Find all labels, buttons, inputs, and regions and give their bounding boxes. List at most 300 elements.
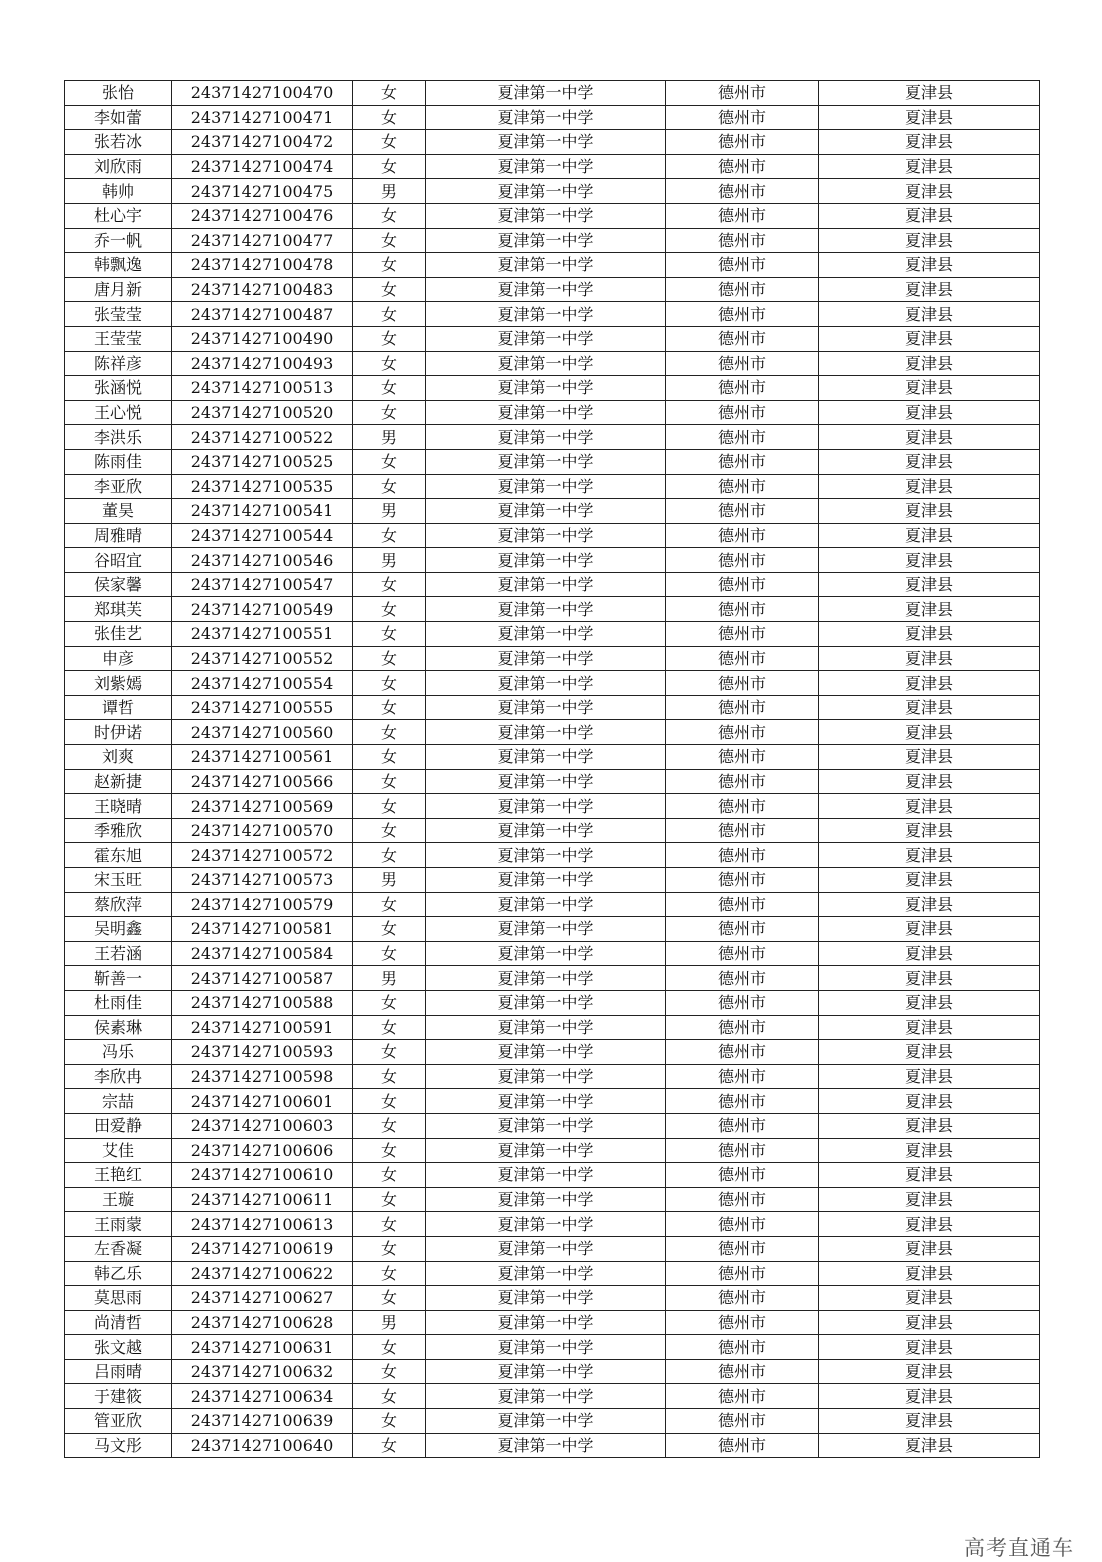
city-cell: 德州市 [666,1064,819,1089]
school-cell: 夏津第一中学 [426,474,666,499]
table-row [65,425,1040,450]
name-cell: 韩乙乐 [65,1261,172,1286]
gender-cell: 女 [353,745,426,770]
county-cell: 夏津县 [819,868,1040,893]
exam-id-cell: 24371427100593 [172,1040,353,1065]
city-cell: 德州市 [666,228,819,253]
name-cell: 刘紫嫣 [65,671,172,696]
exam-id-cell: 24371427100547 [172,572,353,597]
city-cell: 德州市 [666,1310,819,1335]
city-cell: 德州市 [666,597,819,622]
city-cell: 德州市 [666,966,819,991]
exam-id-cell: 24371427100544 [172,523,353,548]
gender-cell: 女 [353,794,426,819]
exam-id-cell: 24371427100493 [172,351,353,376]
exam-id-cell: 24371427100490 [172,326,353,351]
gender-cell: 女 [353,646,426,671]
city-cell: 德州市 [666,769,819,794]
city-cell: 德州市 [666,1359,819,1384]
name-cell: 吕雨晴 [65,1359,172,1384]
county-cell: 夏津县 [819,1064,1040,1089]
gender-cell: 女 [353,1089,426,1114]
county-cell: 夏津县 [819,1335,1040,1360]
gender-cell: 女 [353,917,426,942]
school-cell: 夏津第一中学 [426,622,666,647]
exam-id-cell: 24371427100522 [172,425,353,450]
table-row [65,326,1040,351]
name-cell: 张佳艺 [65,622,172,647]
gender-cell: 男 [353,179,426,204]
gender-cell: 女 [353,1359,426,1384]
name-cell: 李洪乐 [65,425,172,450]
school-cell: 夏津第一中学 [426,523,666,548]
city-cell: 德州市 [666,646,819,671]
exam-id-cell: 24371427100569 [172,794,353,819]
gender-cell: 女 [353,941,426,966]
city-cell: 德州市 [666,941,819,966]
exam-id-cell: 24371427100560 [172,720,353,745]
gender-cell: 女 [353,1212,426,1237]
county-cell: 夏津县 [819,105,1040,130]
name-cell: 左香凝 [65,1236,172,1261]
table-row [65,1113,1040,1138]
table-row [65,253,1040,278]
name-cell: 冯乐 [65,1040,172,1065]
table-row [65,1163,1040,1188]
name-cell: 时伊诺 [65,720,172,745]
gender-cell: 男 [353,868,426,893]
school-cell: 夏津第一中学 [426,941,666,966]
table-row [65,81,1040,106]
school-cell: 夏津第一中学 [426,253,666,278]
gender-cell: 女 [353,1261,426,1286]
city-cell: 德州市 [666,1187,819,1212]
county-cell: 夏津县 [819,843,1040,868]
table-row [65,1040,1040,1065]
exam-id-cell: 24371427100640 [172,1433,353,1458]
city-cell: 德州市 [666,425,819,450]
gender-cell: 女 [353,990,426,1015]
name-cell: 董昊 [65,499,172,524]
county-cell: 夏津县 [819,302,1040,327]
city-cell: 德州市 [666,990,819,1015]
city-cell: 德州市 [666,1236,819,1261]
table-row [65,449,1040,474]
county-cell: 夏津县 [819,548,1040,573]
school-cell: 夏津第一中学 [426,745,666,770]
city-cell: 德州市 [666,1261,819,1286]
county-cell: 夏津县 [819,1163,1040,1188]
school-cell: 夏津第一中学 [426,81,666,106]
county-cell: 夏津县 [819,1015,1040,1040]
school-cell: 夏津第一中学 [426,1064,666,1089]
city-cell: 德州市 [666,474,819,499]
gender-cell: 女 [353,695,426,720]
exam-id-cell: 24371427100476 [172,203,353,228]
school-cell: 夏津第一中学 [426,1015,666,1040]
table-row [65,1286,1040,1311]
city-cell: 德州市 [666,1409,819,1434]
exam-id-cell: 24371427100474 [172,154,353,179]
county-cell: 夏津县 [819,499,1040,524]
table-row [65,1433,1040,1458]
exam-id-cell: 24371427100487 [172,302,353,327]
city-cell: 德州市 [666,622,819,647]
name-cell: 张文越 [65,1335,172,1360]
school-cell: 夏津第一中学 [426,499,666,524]
table-row [65,572,1040,597]
school-cell: 夏津第一中学 [426,695,666,720]
name-cell: 陈祥彦 [65,351,172,376]
school-cell: 夏津第一中学 [426,1040,666,1065]
county-cell: 夏津县 [819,1359,1040,1384]
table-row [65,1015,1040,1040]
name-cell: 韩飘逸 [65,253,172,278]
city-cell: 德州市 [666,449,819,474]
table-row [65,277,1040,302]
county-cell: 夏津县 [819,966,1040,991]
city-cell: 德州市 [666,818,819,843]
table-row [65,990,1040,1015]
exam-id-cell: 24371427100471 [172,105,353,130]
name-cell: 刘爽 [65,745,172,770]
exam-id-cell: 24371427100634 [172,1384,353,1409]
table-row [65,1064,1040,1089]
table-row [65,769,1040,794]
county-cell: 夏津县 [819,376,1040,401]
name-cell: 王艳红 [65,1163,172,1188]
gender-cell: 男 [353,966,426,991]
table-row [65,474,1040,499]
school-cell: 夏津第一中学 [426,1433,666,1458]
table-row [65,499,1040,524]
gender-cell: 女 [353,228,426,253]
school-cell: 夏津第一中学 [426,1212,666,1237]
gender-cell: 女 [353,449,426,474]
exam-id-cell: 24371427100554 [172,671,353,696]
school-cell: 夏津第一中学 [426,1236,666,1261]
exam-id-cell: 24371427100601 [172,1089,353,1114]
name-cell: 赵新捷 [65,769,172,794]
city-cell: 德州市 [666,1040,819,1065]
school-cell: 夏津第一中学 [426,1384,666,1409]
table-row [65,203,1040,228]
school-cell: 夏津第一中学 [426,1409,666,1434]
exam-id-cell: 24371427100472 [172,130,353,155]
watermark-text: 高考直通车 [964,1536,1074,1560]
school-cell: 夏津第一中学 [426,892,666,917]
city-cell: 德州市 [666,81,819,106]
gender-cell: 男 [353,499,426,524]
gender-cell: 女 [353,1113,426,1138]
gender-cell: 女 [353,1040,426,1065]
name-cell: 侯家馨 [65,572,172,597]
city-cell: 德州市 [666,523,819,548]
name-cell: 吴明鑫 [65,917,172,942]
gender-cell: 女 [353,1286,426,1311]
city-cell: 德州市 [666,351,819,376]
gender-cell: 女 [353,154,426,179]
table-row [65,351,1040,376]
exam-id-cell: 24371427100477 [172,228,353,253]
table-row [65,376,1040,401]
county-cell: 夏津县 [819,745,1040,770]
name-cell: 王莹莹 [65,326,172,351]
city-cell: 德州市 [666,277,819,302]
exam-id-cell: 24371427100546 [172,548,353,573]
exam-id-cell: 24371427100588 [172,990,353,1015]
exam-id-cell: 24371427100632 [172,1359,353,1384]
city-cell: 德州市 [666,695,819,720]
county-cell: 夏津县 [819,990,1040,1015]
exam-id-cell: 24371427100555 [172,695,353,720]
county-cell: 夏津县 [819,941,1040,966]
student-roster-table [64,80,1040,1458]
county-cell: 夏津县 [819,81,1040,106]
name-cell: 陈雨佳 [65,449,172,474]
gender-cell: 女 [353,572,426,597]
school-cell: 夏津第一中学 [426,105,666,130]
table-row [65,130,1040,155]
school-cell: 夏津第一中学 [426,990,666,1015]
city-cell: 德州市 [666,1433,819,1458]
name-cell: 季雅欣 [65,818,172,843]
name-cell: 王璇 [65,1187,172,1212]
name-cell: 王雨蒙 [65,1212,172,1237]
school-cell: 夏津第一中学 [426,130,666,155]
county-cell: 夏津县 [819,1236,1040,1261]
school-cell: 夏津第一中学 [426,1359,666,1384]
exam-id-cell: 24371427100520 [172,400,353,425]
name-cell: 周雅晴 [65,523,172,548]
school-cell: 夏津第一中学 [426,277,666,302]
table-row [65,868,1040,893]
city-cell: 德州市 [666,179,819,204]
name-cell: 田爱静 [65,1113,172,1138]
county-cell: 夏津县 [819,597,1040,622]
name-cell: 马文彤 [65,1433,172,1458]
county-cell: 夏津县 [819,1409,1040,1434]
exam-id-cell: 24371427100475 [172,179,353,204]
gender-cell: 女 [353,1409,426,1434]
city-cell: 德州市 [666,548,819,573]
exam-id-cell: 24371427100627 [172,1286,353,1311]
city-cell: 德州市 [666,376,819,401]
city-cell: 德州市 [666,1212,819,1237]
table-row [65,548,1040,573]
table-row [65,818,1040,843]
table-row [65,179,1040,204]
gender-cell: 男 [353,1310,426,1335]
table-row [65,1261,1040,1286]
school-cell: 夏津第一中学 [426,154,666,179]
exam-id-cell: 24371427100566 [172,769,353,794]
school-cell: 夏津第一中学 [426,449,666,474]
name-cell: 谷昭宜 [65,548,172,573]
gender-cell: 女 [353,1236,426,1261]
gender-cell: 女 [353,1384,426,1409]
city-cell: 德州市 [666,1089,819,1114]
county-cell: 夏津县 [819,1310,1040,1335]
gender-cell: 女 [353,1187,426,1212]
name-cell: 唐月新 [65,277,172,302]
exam-id-cell: 24371427100603 [172,1113,353,1138]
name-cell: 谭哲 [65,695,172,720]
school-cell: 夏津第一中学 [426,1138,666,1163]
city-cell: 德州市 [666,1384,819,1409]
gender-cell: 女 [353,1015,426,1040]
exam-id-cell: 24371427100513 [172,376,353,401]
exam-id-cell: 24371427100525 [172,449,353,474]
city-cell: 德州市 [666,572,819,597]
gender-cell: 女 [353,597,426,622]
county-cell: 夏津县 [819,695,1040,720]
name-cell: 张怡 [65,81,172,106]
gender-cell: 女 [353,671,426,696]
school-cell: 夏津第一中学 [426,597,666,622]
gender-cell: 女 [353,277,426,302]
gender-cell: 女 [353,302,426,327]
city-cell: 德州市 [666,400,819,425]
school-cell: 夏津第一中学 [426,302,666,327]
county-cell: 夏津县 [819,1040,1040,1065]
name-cell: 王晓晴 [65,794,172,819]
gender-cell: 女 [353,253,426,278]
name-cell: 莫思雨 [65,1286,172,1311]
exam-id-cell: 24371427100541 [172,499,353,524]
city-cell: 德州市 [666,154,819,179]
county-cell: 夏津县 [819,1433,1040,1458]
gender-cell: 女 [353,1335,426,1360]
county-cell: 夏津县 [819,351,1040,376]
table-row [65,228,1040,253]
city-cell: 德州市 [666,203,819,228]
county-cell: 夏津县 [819,474,1040,499]
county-cell: 夏津县 [819,671,1040,696]
roster-body [65,81,1040,1458]
exam-id-cell: 24371427100631 [172,1335,353,1360]
county-cell: 夏津县 [819,203,1040,228]
county-cell: 夏津县 [819,449,1040,474]
exam-id-cell: 24371427100611 [172,1187,353,1212]
school-cell: 夏津第一中学 [426,769,666,794]
gender-cell: 女 [353,130,426,155]
table-row [65,1187,1040,1212]
gender-cell: 女 [353,1163,426,1188]
county-cell: 夏津县 [819,1286,1040,1311]
exam-id-cell: 24371427100584 [172,941,353,966]
county-cell: 夏津县 [819,253,1040,278]
name-cell: 李如蕾 [65,105,172,130]
county-cell: 夏津县 [819,425,1040,450]
name-cell: 管亚欣 [65,1409,172,1434]
city-cell: 德州市 [666,499,819,524]
school-cell: 夏津第一中学 [426,203,666,228]
name-cell: 张涵悦 [65,376,172,401]
exam-id-cell: 24371427100619 [172,1236,353,1261]
school-cell: 夏津第一中学 [426,1089,666,1114]
exam-id-cell: 24371427100591 [172,1015,353,1040]
county-cell: 夏津县 [819,720,1040,745]
school-cell: 夏津第一中学 [426,179,666,204]
city-cell: 德州市 [666,1138,819,1163]
table-row [65,745,1040,770]
city-cell: 德州市 [666,105,819,130]
table-row [65,720,1040,745]
school-cell: 夏津第一中学 [426,646,666,671]
name-cell: 王若涵 [65,941,172,966]
school-cell: 夏津第一中学 [426,917,666,942]
county-cell: 夏津县 [819,818,1040,843]
table-row [65,597,1040,622]
exam-id-cell: 24371427100613 [172,1212,353,1237]
school-cell: 夏津第一中学 [426,868,666,893]
city-cell: 德州市 [666,794,819,819]
school-cell: 夏津第一中学 [426,425,666,450]
county-cell: 夏津县 [819,794,1040,819]
gender-cell: 女 [353,1433,426,1458]
gender-cell: 女 [353,376,426,401]
school-cell: 夏津第一中学 [426,1335,666,1360]
name-cell: 尚清哲 [65,1310,172,1335]
table-row [65,400,1040,425]
gender-cell: 女 [353,1064,426,1089]
gender-cell: 女 [353,81,426,106]
gender-cell: 女 [353,351,426,376]
table-row [65,892,1040,917]
gender-cell: 女 [353,523,426,548]
school-cell: 夏津第一中学 [426,376,666,401]
table-row [65,966,1040,991]
city-cell: 德州市 [666,253,819,278]
school-cell: 夏津第一中学 [426,966,666,991]
city-cell: 德州市 [666,671,819,696]
table-row [65,1212,1040,1237]
table-row [65,917,1040,942]
county-cell: 夏津县 [819,892,1040,917]
exam-id-cell: 24371427100579 [172,892,353,917]
county-cell: 夏津县 [819,1384,1040,1409]
exam-id-cell: 24371427100535 [172,474,353,499]
exam-id-cell: 24371427100470 [172,81,353,106]
gender-cell: 女 [353,203,426,228]
name-cell: 刘欣雨 [65,154,172,179]
table-row [65,646,1040,671]
county-cell: 夏津县 [819,572,1040,597]
gender-cell: 男 [353,425,426,450]
table-row [65,1310,1040,1335]
exam-id-cell: 24371427100551 [172,622,353,647]
name-cell: 郑琪芙 [65,597,172,622]
school-cell: 夏津第一中学 [426,400,666,425]
school-cell: 夏津第一中学 [426,1113,666,1138]
name-cell: 李欣冉 [65,1064,172,1089]
school-cell: 夏津第一中学 [426,818,666,843]
table-row [65,1384,1040,1409]
city-cell: 德州市 [666,917,819,942]
school-cell: 夏津第一中学 [426,720,666,745]
city-cell: 德州市 [666,326,819,351]
city-cell: 德州市 [666,1163,819,1188]
gender-cell: 男 [353,548,426,573]
gender-cell: 女 [353,474,426,499]
name-cell: 于建筱 [65,1384,172,1409]
school-cell: 夏津第一中学 [426,794,666,819]
table-row [65,843,1040,868]
name-cell: 宗喆 [65,1089,172,1114]
exam-id-cell: 24371427100628 [172,1310,353,1335]
name-cell: 蔡欣萍 [65,892,172,917]
